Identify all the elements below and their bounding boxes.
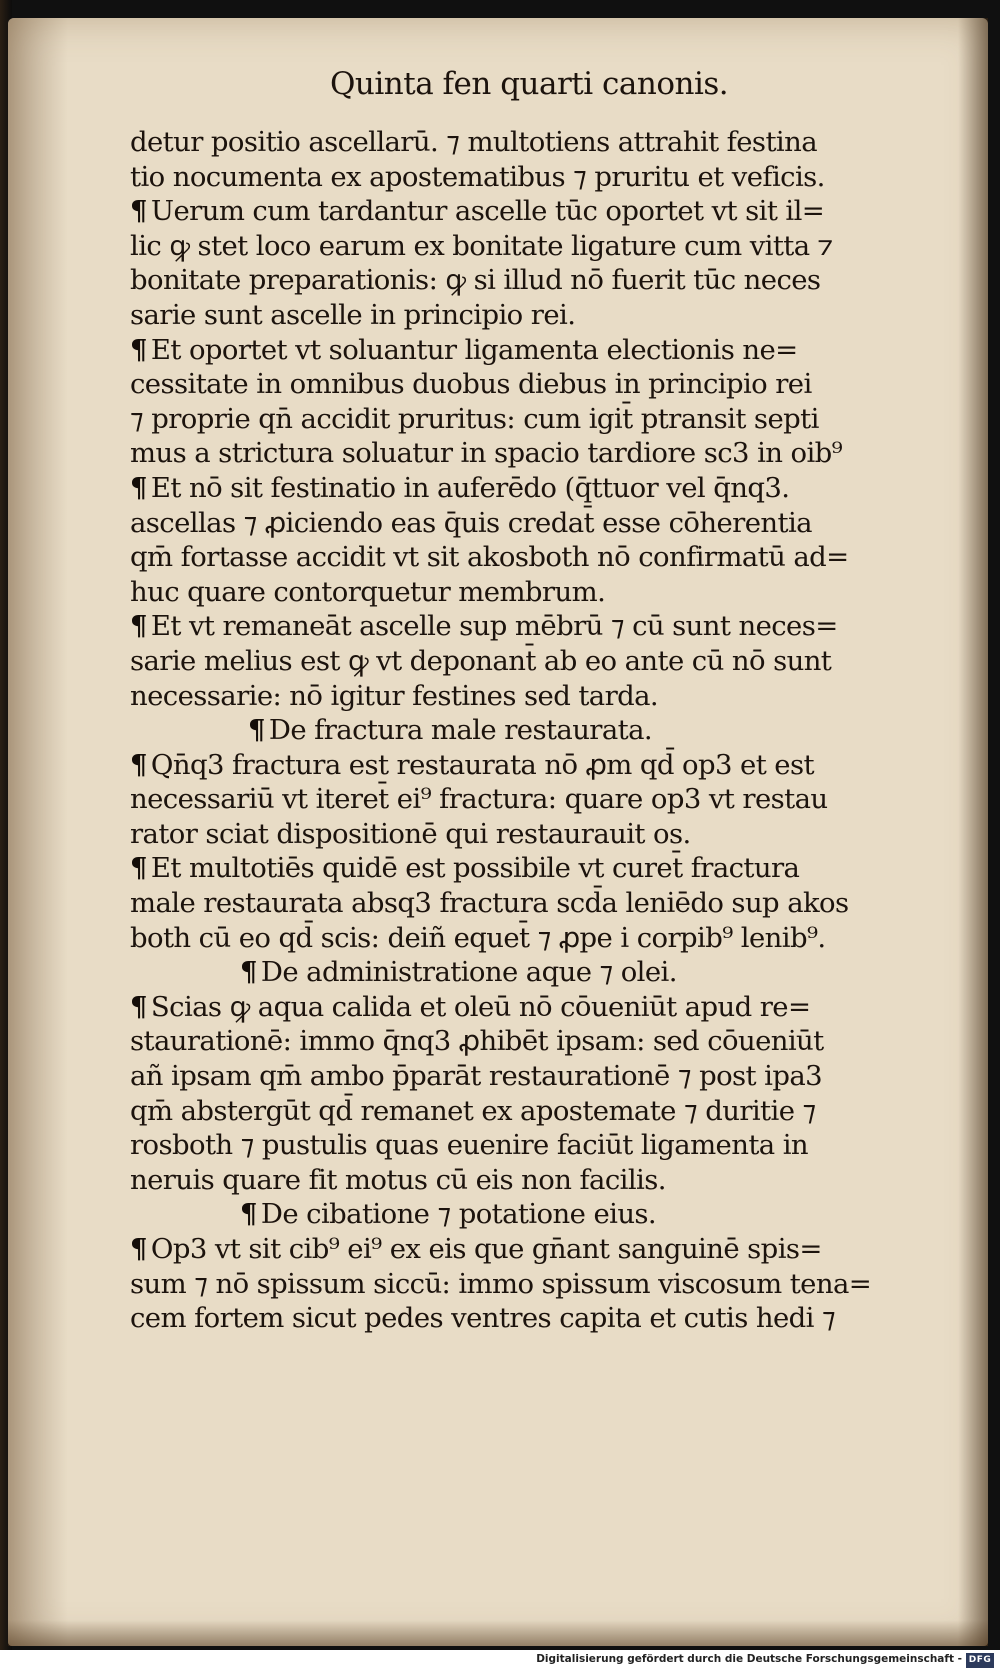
text-line [130, 817, 910, 852]
text-line [130, 1094, 910, 1129]
text-line [130, 263, 910, 298]
line-text: bonitate preparationis: ꝙ si illud nō fuerit tūc neces [130, 264, 821, 297]
paragraph-mark-icon: ¶ [130, 195, 147, 228]
text-line [130, 1267, 910, 1302]
paragraph-mark-icon: ¶ [130, 1233, 147, 1265]
text-line [130, 1232, 910, 1267]
text-line [130, 1301, 910, 1336]
text-line [130, 713, 910, 748]
line-text: cem fortem sicut pedes ventres capita et cutis hedi ⁊ [130, 1302, 836, 1335]
line-text: mus a strictura soluatur in spacio tardiore sc3 in oib⁹ [130, 437, 843, 470]
line-text: both cū eo qd̄ scis: deiñ equet̄ ⁊ ꝓpe i corpib⁹ lenib⁹. [130, 921, 826, 954]
line-text: cessitate in omnibus duobus diebus in principio rei [130, 368, 812, 401]
text-line [130, 367, 910, 402]
line-text: Et oportet vt soluantur ligamenta electionis ne= [150, 333, 798, 366]
page-shadow-left [8, 18, 68, 1646]
text-line [130, 471, 910, 506]
line-text: lic ꝙ stet loco earum ex bonitate ligature cum vitta ⁊ [130, 229, 833, 262]
text-line [130, 609, 910, 644]
line-text: sum ⁊ nō spissum siccū: immo spissum viscosum tena= [130, 1267, 872, 1300]
line-text: neruis quare fit motus cū eis non facilis. [130, 1163, 666, 1196]
paragraph-mark-icon: ¶ [130, 610, 147, 643]
text-line [130, 298, 910, 333]
text-line [130, 1163, 910, 1198]
text-line [130, 679, 910, 714]
line-text: qm̄ abstergūt qd̄ remanet ex apostemate ⁊ duritie ⁊ [130, 1094, 816, 1127]
line-text: Qn̄q3 fractura est restaurata nō ꝓm qd̄ op3 et est [150, 748, 814, 781]
footer-bar [0, 1650, 1000, 1672]
text-line [130, 125, 910, 160]
text-line [130, 1024, 910, 1059]
dfg-logo: DFG [966, 1653, 994, 1668]
line-text: ascellas ⁊ ꝓiciendo eas q̄uis credat̄ esse cōherentia [130, 506, 812, 539]
text-line [130, 921, 910, 956]
paragraph-mark-icon: ¶ [130, 748, 147, 781]
line-text: Scias ꝙ aqua calida et oleū nō cōueniūt apud re= [150, 990, 811, 1023]
paragraph-mark-icon: ¶ [240, 1198, 257, 1231]
text-block [130, 125, 910, 1336]
text-line [130, 782, 910, 817]
page-shadow-right [958, 18, 988, 1646]
line-text: tio nocumenta ex apostematibus ⁊ pruritu et veficis. [130, 160, 825, 193]
text-line [130, 1059, 910, 1094]
paragraph-mark-icon: ¶ [248, 714, 265, 747]
paragraph-mark-icon: ¶ [240, 956, 257, 989]
line-text: De fractura male restaurata. [268, 714, 653, 747]
text-line [130, 333, 910, 368]
line-text: male restaurata absq3 fractura scd̄a leniēdo sup akos [130, 887, 849, 920]
line-text: Et nō sit festinatio in auferēdo (q̄ttuor vel q̄nq3. [150, 471, 790, 504]
text-line [130, 506, 910, 541]
text-line [130, 748, 910, 783]
paragraph-mark-icon: ¶ [130, 852, 147, 885]
line-text: sarie sunt ascelle in principio rei. [130, 298, 576, 331]
line-text: Uerum cum tardantur ascelle tūc oportet vt sit il= [150, 195, 825, 228]
line-text: detur positio ascellarū. ⁊ multotiens attrahit festina [130, 126, 817, 158]
text-line [130, 402, 910, 437]
line-text: huc quare contorquetur membrum. [130, 575, 606, 608]
line-text: añ ipsam qm̄ ambo p̄parāt restaurationē ⁊ post ipa3 [130, 1060, 823, 1093]
line-text: sarie melius est ꝙ vt deponant̄ ab eo ante cū nō sunt [130, 644, 832, 677]
text-line [130, 229, 910, 264]
line-text: De cibatione ⁊ potatione eius. [260, 1198, 657, 1231]
text-line [130, 851, 910, 886]
line-text: rosboth ⁊ pustulis quas euenire faciūt ligamenta in [130, 1129, 809, 1162]
text-line [130, 540, 910, 575]
line-text: Et vt remaneāt ascelle sup mēbrū ⁊ cū sunt neces= [150, 610, 838, 643]
text-line [130, 955, 910, 990]
text-line [130, 160, 910, 195]
line-text: De administratione aque ⁊ olei. [260, 956, 677, 989]
text-line [130, 1197, 910, 1232]
line-text: Op3 vt sit cib⁹ ei⁹ ex eis que gn̄ant sanguinē spis= [150, 1233, 822, 1265]
paragraph-mark-icon: ¶ [130, 990, 147, 1023]
text-line [130, 575, 910, 610]
line-text: staurationē: immo q̄nq3 ꝓhibēt ipsam: sed cōueniūt [130, 1025, 824, 1058]
page-shadow-bottom [8, 1620, 988, 1646]
line-text: rator sciat dispositionē qui restaurauit os. [130, 817, 691, 850]
line-text: necessarie: nō igitur festines sed tarda. [130, 679, 659, 712]
text-line [130, 644, 910, 679]
line-text: ⁊ proprie qn̄ accidit pruritus: cum igit̄ ptransit septi [130, 402, 819, 435]
line-text: qm̄ fortasse accidit vt sit akosboth nō confirmatū ad= [130, 541, 849, 574]
text-line [130, 436, 910, 471]
paragraph-mark-icon: ¶ [130, 471, 147, 504]
text-line [130, 990, 910, 1025]
text-line [130, 886, 910, 921]
paragraph-mark-icon: ¶ [130, 333, 147, 366]
line-text: necessariū vt iteret̄ ei⁹ fractura: quare op3 vt restau [130, 783, 828, 816]
line-text: Et multotiēs quidē est possibile vt curet̄ fractura [150, 852, 800, 885]
funding-notice: Digitalisierung gefördert durch die Deutsche Forschungsgemeinschaft - [536, 1653, 962, 1665]
text-line [130, 194, 910, 229]
running-head: Quinta fen quarti canonis. [330, 66, 729, 102]
text-line [130, 1128, 910, 1163]
